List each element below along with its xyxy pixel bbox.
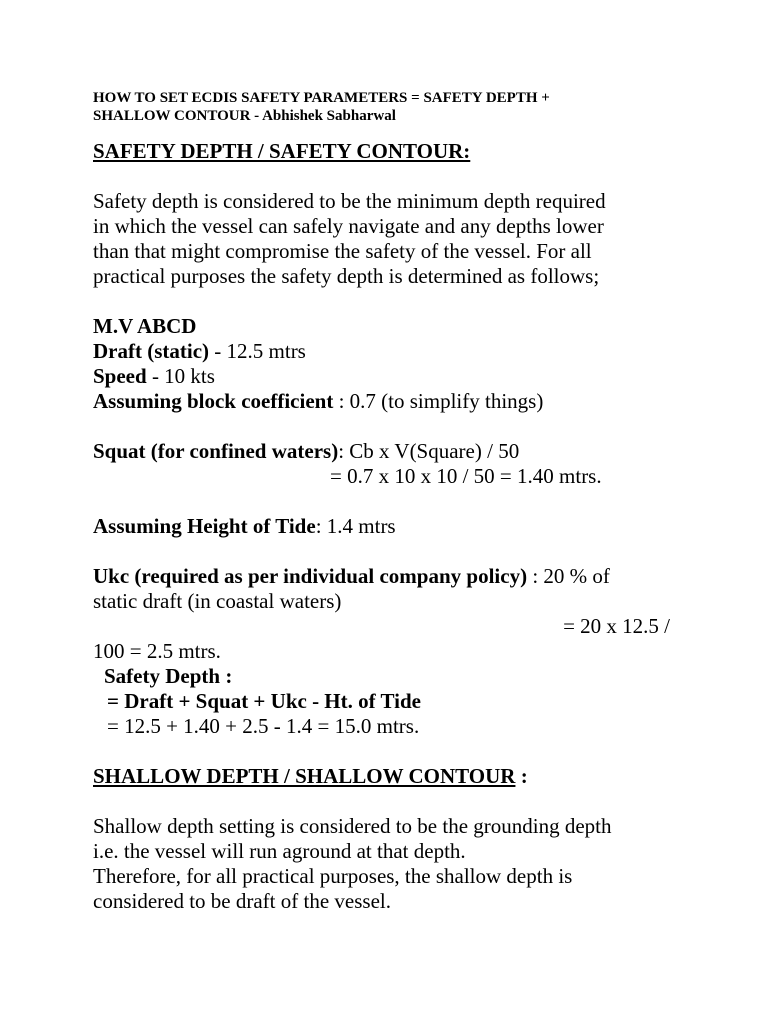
ukc-label: Ukc (required as per individual company policy) [93,564,528,588]
squat-formula: : Cb x V(Square) / 50 [338,439,520,463]
intro-line-1: Safety depth is considered to be the minimum depth required [93,189,606,213]
ukc-line-2: static draft (in coastal waters) [93,589,342,613]
block-coefficient-row [93,389,693,414]
block-coefficient-value: : 0.7 (to simplify things) [333,389,544,413]
tide-row [93,514,693,539]
speed-row [93,364,693,389]
squat-row [93,439,693,464]
safety-depth-calculation: = 12.5 + 1.40 + 2.5 - 1.4 = 15.0 mtrs. [107,714,420,738]
document-title-line-1: HOW TO SET ECDIS SAFETY PARAMETERS = SAFETY DEPTH + [93,90,550,106]
shallow-depth-heading-row [93,764,693,789]
shallow-depth-heading-suffix: : [515,764,528,788]
shallow-line-3: Therefore, for all practical purposes, the shallow depth is [93,864,573,888]
block-coefficient-label: Assuming block coefficient [93,389,334,413]
shallow-line-2: i.e. the vessel will run aground at that depth. [93,839,466,863]
ukc-calculation-2: 100 = 2.5 mtrs. [93,639,221,663]
intro-line-4: practical purposes the safety depth is determined as follows; [93,264,600,288]
vessel-name: M.V ABCD [93,314,197,338]
speed-label: Speed [93,364,147,388]
draft-row [93,339,693,364]
intro-line-2: in which the vessel can safely navigate and any depths lower [93,214,604,238]
speed-value: - 10 kts [146,364,215,388]
tide-label: Assuming Height of Tide [93,514,316,538]
draft-label: Draft (static) [93,339,210,363]
squat-label: Squat (for confined waters) [93,439,339,463]
ukc-row [93,564,693,589]
intro-line-3: than that might compromise the safety of the vessel. For all [93,239,592,263]
shallow-depth-heading: SHALLOW DEPTH / SHALLOW CONTOUR [93,764,516,788]
tide-value: : 1.4 mtrs [315,514,396,538]
draft-value: - 12.5 mtrs [209,339,306,363]
squat-calculation: = 0.7 x 10 x 10 / 50 = 1.40 mtrs. [330,464,602,488]
shallow-line-4: considered to be draft of the vessel. [93,889,391,913]
safety-depth-label: Safety Depth : [104,664,233,688]
safety-depth-heading: SAFETY DEPTH / SAFETY CONTOUR: [93,139,471,163]
ukc-value: : 20 % of [527,564,610,588]
safety-depth-formula: = Draft + Squat + Ukc - Ht. of Tide [107,689,421,713]
document-title-line-2: SHALLOW CONTOUR - Abhishek Sabharwal [93,108,396,124]
document-page [93,89,693,914]
shallow-line-1: Shallow depth setting is considered to be the grounding depth [93,814,612,838]
ukc-calculation-1: = 20 x 12.5 / [563,614,670,638]
